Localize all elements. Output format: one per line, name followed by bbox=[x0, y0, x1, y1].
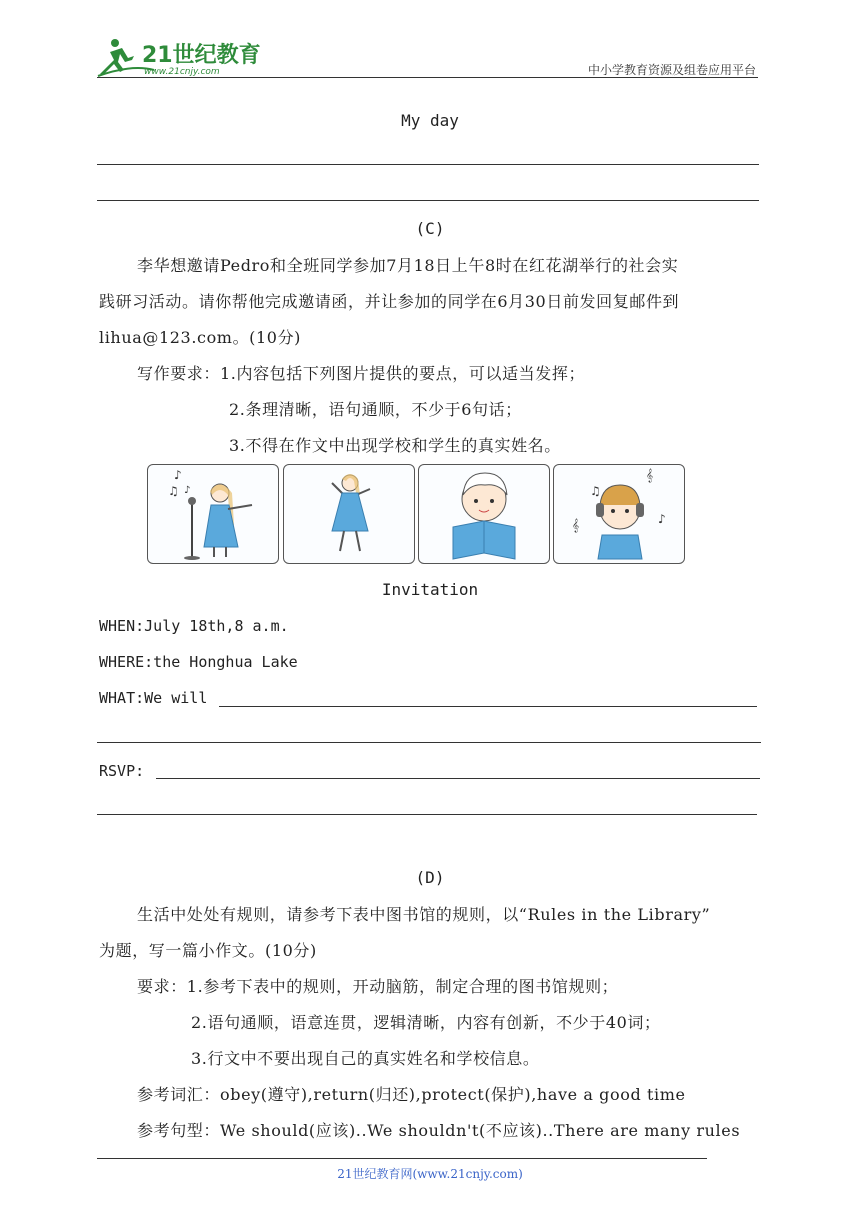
listening-music-boy-picture bbox=[553, 464, 685, 564]
invitation-rsvp: RSVP: bbox=[99, 762, 145, 780]
writing-line[interactable] bbox=[97, 814, 757, 815]
svg-text:♪: ♪ bbox=[174, 468, 182, 482]
header-divider bbox=[97, 77, 758, 78]
reference-vocabulary: 参考词汇：obey(遵守),return(归还),protect(保护),have a good time bbox=[137, 1085, 686, 1104]
logo-url: www.21cnjy.com bbox=[144, 67, 220, 77]
svg-text:♪: ♪ bbox=[658, 512, 666, 526]
footer-site-link[interactable]: 21世纪教育网(www.21cnjy.com) bbox=[337, 1167, 523, 1181]
invitation-when: WHEN:July 18th,8 a.m. bbox=[99, 617, 289, 635]
logo-text: 21世纪教育 bbox=[142, 43, 261, 68]
svg-text:♪: ♪ bbox=[184, 485, 191, 496]
reading-girl-picture bbox=[418, 464, 550, 564]
section-c-requirement-2: 2.条理清晰，语句通顺，不少于6句话； bbox=[229, 400, 522, 419]
singing-girl-picture bbox=[147, 464, 279, 564]
reference-sentences: 参考句型：We should(应该)..We shouldn't(不应该)..There are many rules bbox=[137, 1121, 741, 1140]
section-c-label: (C) bbox=[415, 219, 445, 238]
section-d-intro-line2: 为题，写一篇小作文。(10分) bbox=[99, 941, 317, 960]
svg-text:♫: ♫ bbox=[590, 484, 601, 498]
footer-divider bbox=[97, 1158, 707, 1159]
section-c-requirement-1: 写作要求：1.内容包括下列图片提供的要点，可以适当发挥； bbox=[137, 364, 586, 383]
section-d-label: (D) bbox=[415, 868, 445, 887]
svg-text:♫: ♫ bbox=[168, 484, 179, 498]
svg-text:𝄞: 𝄞 bbox=[572, 518, 580, 532]
section-d-intro-line1: 生活中处处有规则，请参考下表中图书馆的规则，以“Rules in the Library” bbox=[137, 905, 711, 924]
writing-line bbox=[97, 200, 759, 201]
platform-slogan: 中小学教育资源及组卷应用平台 bbox=[587, 63, 756, 77]
rsvp-answer-line[interactable] bbox=[156, 778, 760, 779]
section-d-requirement-2: 2.语句通顺，语意连贯，逻辑清晰，内容有创新，不少于40词； bbox=[191, 1013, 661, 1032]
invitation-title: Invitation bbox=[381, 580, 479, 599]
what-answer-line[interactable] bbox=[219, 706, 757, 707]
writing-line[interactable] bbox=[97, 742, 761, 743]
section-c-intro-line3: lihua@123.com。(10分) bbox=[99, 328, 302, 347]
section-d-requirement-1: 要求：1.参考下表中的规则，开动脑筋，制定合理的图书馆规则； bbox=[137, 977, 619, 996]
writing-line bbox=[97, 164, 759, 165]
dancing-girl-picture bbox=[283, 464, 415, 564]
invitation-what: WHAT:We will bbox=[99, 689, 208, 707]
essay-title: My day bbox=[401, 111, 459, 130]
section-c-requirement-3: 3.不得在作文中出现学校和学生的真实姓名。 bbox=[229, 436, 561, 455]
svg-text:𝄞: 𝄞 bbox=[646, 468, 654, 482]
site-logo bbox=[92, 34, 292, 80]
section-d-requirement-3: 3.行文中不要出现自己的真实姓名和学校信息。 bbox=[191, 1049, 540, 1068]
section-c-intro-line1: 李华想邀请Pedro和全班同学参加7月18日上午8时在红花湖举行的社会实 bbox=[137, 256, 679, 275]
section-c-intro-line2: 践研习活动。请你帮他完成邀请函，并让参加的同学在6月30日前发回复邮件到 bbox=[99, 292, 680, 311]
invitation-where: WHERE:the Honghua Lake bbox=[99, 653, 298, 671]
